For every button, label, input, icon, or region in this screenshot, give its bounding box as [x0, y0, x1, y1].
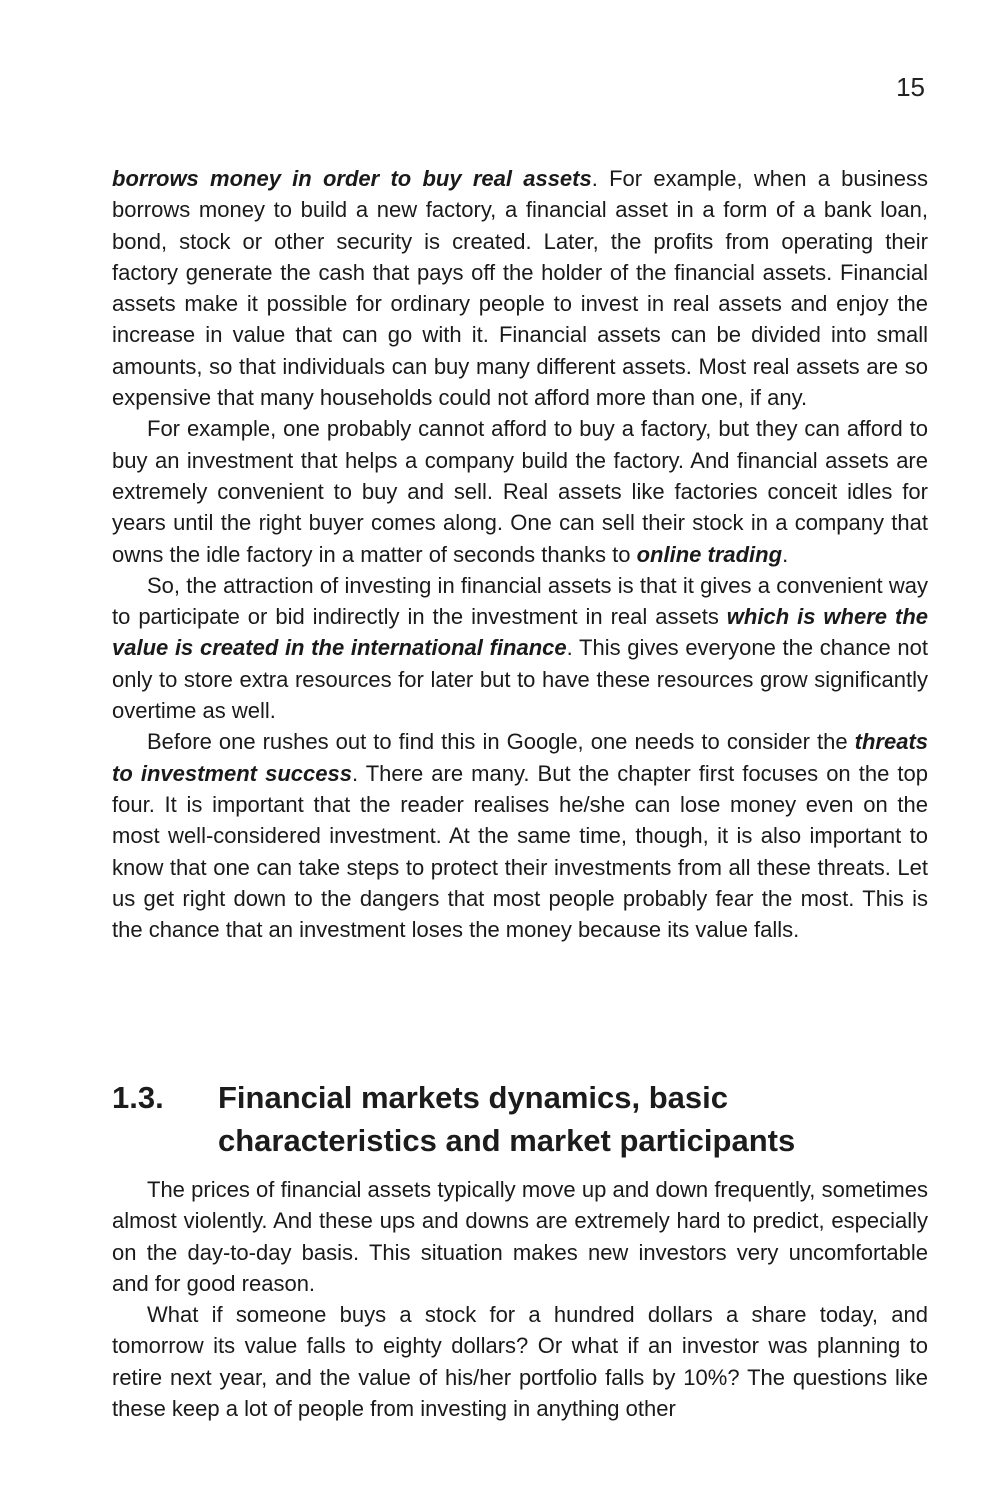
emphasized-phrase: borrows money in order to buy real assets [112, 166, 592, 191]
paragraph-text: What if someone buys a stock for a hundred dollars a share today, and tomorrow its value falls to eighty dollars? Or what if an investor was planning to retire next year, and the value of his/her portfolio falls by 10%? The questions like these keep a lot of people from investing in anything other [112, 1302, 928, 1422]
paragraph-text: The prices of financial assets typically move up and down frequently, sometimes almost violently. And these ups and downs are extremely hard to predict, especially on the day-to-day basis. This situation makes new investors very uncomfortable and for good reason. [112, 1177, 928, 1296]
section-number: 1.3. [112, 1080, 164, 1115]
paragraph-text-tail: . [782, 541, 789, 567]
paragraph-text-tail: . This gives everyone the chance not only to store extra resources for later but to have these resources grow significantly overtime as well. [112, 635, 928, 724]
page-number: 15 [896, 72, 925, 102]
paragraph [112, 1299, 928, 1424]
section-title: Financial markets dynamics, basic characteristics and market participants [218, 1080, 796, 1158]
paragraph [112, 413, 928, 569]
body-text-lower [112, 1174, 928, 1424]
paragraph-text-tail: . There are many. But the chapter first focuses on the top four. It is important that the reader realises he/she can lose money even on the most well-considered investment. At the same time, though, it is also important to know that one can take steps to protect their investments from all these threats. Let us get right down to the dangers that most people probably fear the most. This is the chance that an investment loses the money because its value falls. [112, 760, 929, 943]
emphasized-phrase: online trading [636, 541, 783, 567]
paragraph [112, 163, 928, 413]
paragraph [112, 570, 928, 726]
paragraph [112, 1174, 928, 1299]
paragraph-text: . For example, when a business borrows money to build a new factory, a financial asset in a form of a bank loan, bond, stock or other security is created. Later, the profits from operating their factory generate the cash that pays off the holder of the financial assets. Financial assets make it possible for ordinary people to invest in real assets and enjoy the increase in value that can go with it. Financial assets can be divided into small amounts, so that individuals can buy many different assets. Most real assets are so expensive that many households could not afford more than one, if any. [112, 166, 928, 411]
paragraph-text: For example, one probably cannot afford to buy a factory, but they can afford to buy an investment that helps a company build the factory. And financial assets are extremely convenient to buy and sell. Real assets like factories conceit idles for years until the right buyer comes along. One can sell their stock in a company that owns the idle factory in a matter of seconds thanks to [112, 416, 928, 567]
emphasized-phrase: threats to investment success [112, 729, 928, 786]
body-text-upper [112, 163, 928, 945]
paragraph-text: So, the attraction of investing in financial assets is that it gives a convenient way to participate or bid indirectly in the investment in real assets [112, 572, 928, 630]
paragraph-text: Before one rushes out to find this in Google, one needs to consider the [147, 729, 855, 755]
emphasized-phrase: which is where the value is created in the international finance [112, 604, 928, 661]
paragraph [112, 726, 928, 945]
